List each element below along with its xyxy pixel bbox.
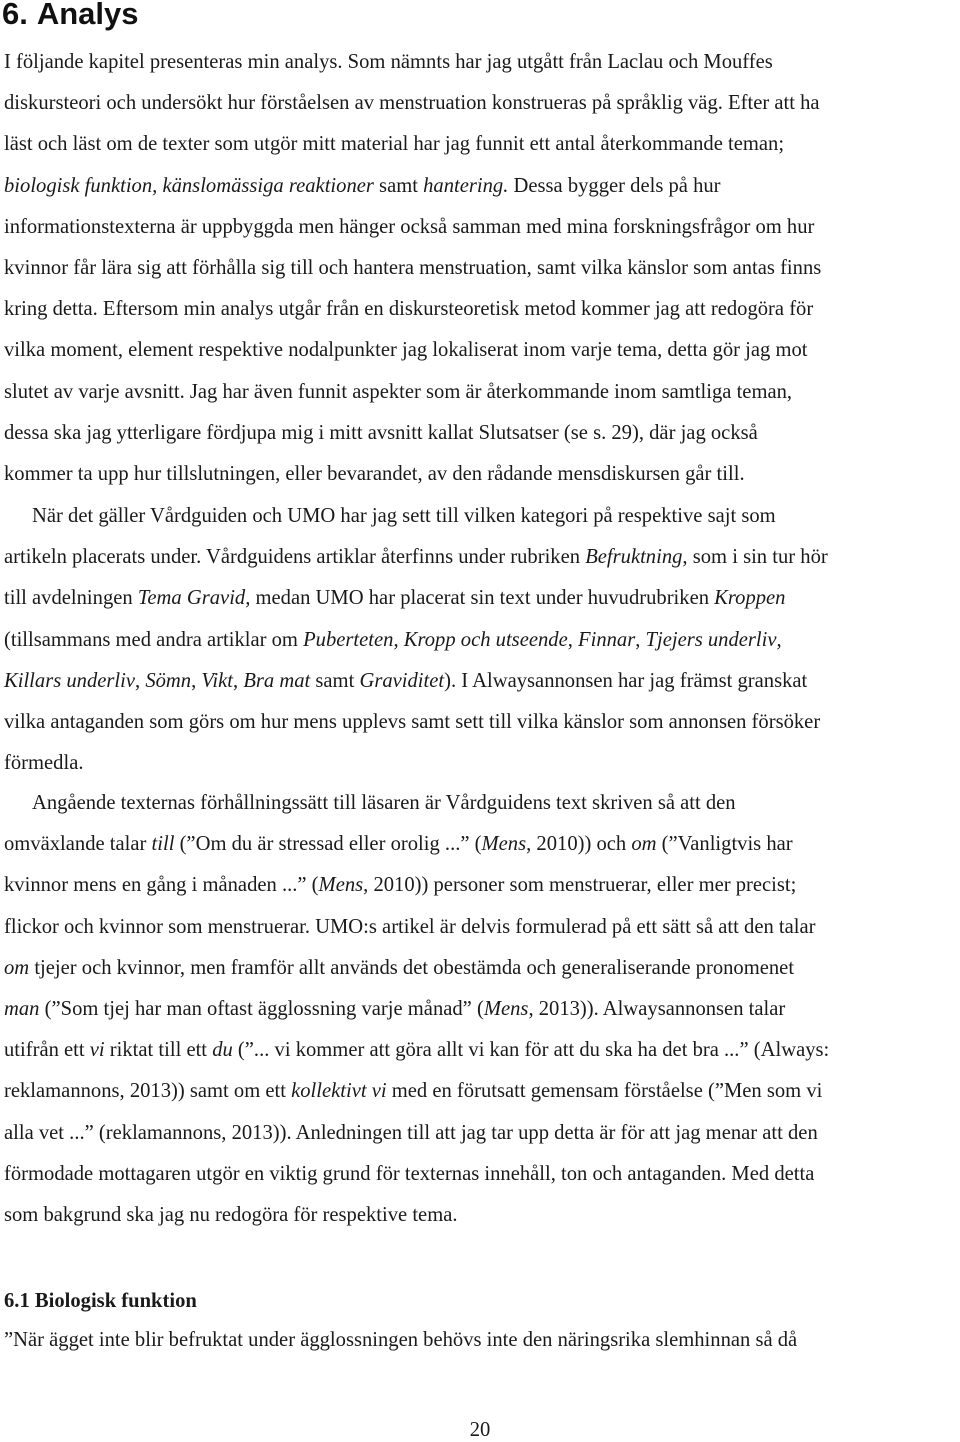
paragraph-line: om tjejer och kvinnor, men framför allt används det obestämda och generaliserande pronomenet (4, 956, 795, 979)
paragraph-line: läst och läst om de texter som utgör mitt material har jag funnit ett antal återkommande teman; (4, 133, 785, 156)
paragraph-line: man (”Som tjej har man oftast ägglossning varje månad” (Mens, 2013)). Alwaysannonsen talar (4, 998, 786, 1021)
paragraph-line: biologisk funktion, känslomässiga reaktioner samt hantering. Dessa bygger dels på hur (4, 174, 721, 197)
paragraph-line: kommer ta upp hur tillslutningen, eller bevarandet, av den rådande mensdiskursen går till. (4, 463, 745, 486)
paragraph-line: I följande kapitel presenteras min analys. Som nämnts har jag utgått från Laclau och Mouffes (4, 51, 773, 73)
paragraph-line: reklamannons, 2013)) samt om ett kollektivt vi med en förutsatt gemensam förståelse (”Men som vi (4, 1080, 823, 1103)
paragraph-line: alla vet ...” (reklamannons, 2013)). Anledningen till att jag tar upp detta är för att jag menar att den (4, 1121, 818, 1144)
paragraph-line: kvinnor får lära sig att förhålla sig till och hantera menstruation, samt vilka känslor som antas finns (4, 257, 822, 280)
paragraph-address (4, 783, 954, 1236)
paragraph-line: informationstexterna är uppbyggda men hänger också samman med mina forskningsfrågor om hur (4, 215, 815, 238)
paragraph-line: till avdelningen Tema Gravid, medan UMO har placerat sin text under huvudrubriken Kroppen (4, 587, 786, 610)
paragraph-intro (4, 42, 954, 495)
paragraph-line: (tillsammans med andra artiklar om Puberteten, Kropp och utseende, Finnar, Tjejers underliv, (4, 628, 782, 651)
paragraph-categories (4, 496, 954, 784)
subsection-heading: 6.1 Biologisk funktion (4, 1290, 197, 1312)
paragraph-line: kring detta. Eftersom min analys utgår från en diskursteoretisk metod kommer jag att redogöra för (4, 298, 814, 321)
paragraph-line: slutet av varje avsnitt. Jag har även funnit aspekter som är återkommande inom samtliga teman, (4, 380, 793, 403)
paragraph-line: vilka antaganden som görs om hur mens upplevs samt sett till vilka känslor som annonsen försöker (4, 711, 821, 734)
paragraph-line: förmodade mottagaren utgör en viktig grund för texternas innehåll, ton och antaganden. Med detta (4, 1162, 815, 1185)
paragraph-line: kvinnor mens en gång i månaden ...” (Mens, 2010)) personer som menstruerar, eller mer precist; (4, 874, 797, 897)
quote-start: ”När ägget inte blir befruktat under ägglossningen behövs inte den näringsrika slemhinnan så då (4, 1329, 798, 1351)
paragraph-line: diskursteori och undersökt hur förståelsen av menstruation konstrueras på språklig väg. Efter att ha (4, 92, 820, 115)
section-title: Analys (36, 0, 139, 31)
paragraph-line: förmedla. (4, 752, 84, 775)
paragraph-line: utifrån ett vi riktat till ett du (”... vi kommer att göra allt vi kan för att du ska ha det bra ...” (Always: (4, 1039, 830, 1062)
section-heading (2, 0, 139, 34)
section-number: 6. (2, 0, 28, 31)
paragraph-line: dessa ska jag ytterligare fördjupa mig i mitt avsnitt kallat Slutsatser (se s. 29), där jag också (4, 421, 758, 444)
paragraph-line: Angående texternas förhållningssätt till läsaren är Vårdguidens text skriven så att den (32, 792, 736, 814)
paragraph-line: artikeln placerats under. Vårdguidens artiklar återfinns under rubriken Befruktning, som i sin tur hör (4, 546, 828, 569)
paragraph-line: När det gäller Vårdguiden och UMO har jag sett till vilken kategori på respektive sajt som (32, 505, 776, 527)
paragraph-line: Killars underliv, Sömn, Vikt, Bra mat samt Graviditet). I Alwaysannonsen har jag främst granskat (4, 669, 808, 692)
paragraph-line: vilka moment, element respektive nodalpunkter jag lokaliserat inom varje tema, detta gör jag mot (4, 339, 808, 362)
page-number: 20 (469, 1419, 491, 1441)
paragraph-line: som bakgrund ska jag nu redogöra för respektive tema. (4, 1204, 458, 1227)
paragraph-line: flickor och kvinnor som menstruerar. UMO:s artikel är delvis formulerad på ett sätt så att den talar (4, 915, 816, 938)
paragraph-line: omväxlande talar till (”Om du är stressad eller orolig ...” (Mens, 2010)) och om (”Vanligtvis har (4, 833, 793, 856)
